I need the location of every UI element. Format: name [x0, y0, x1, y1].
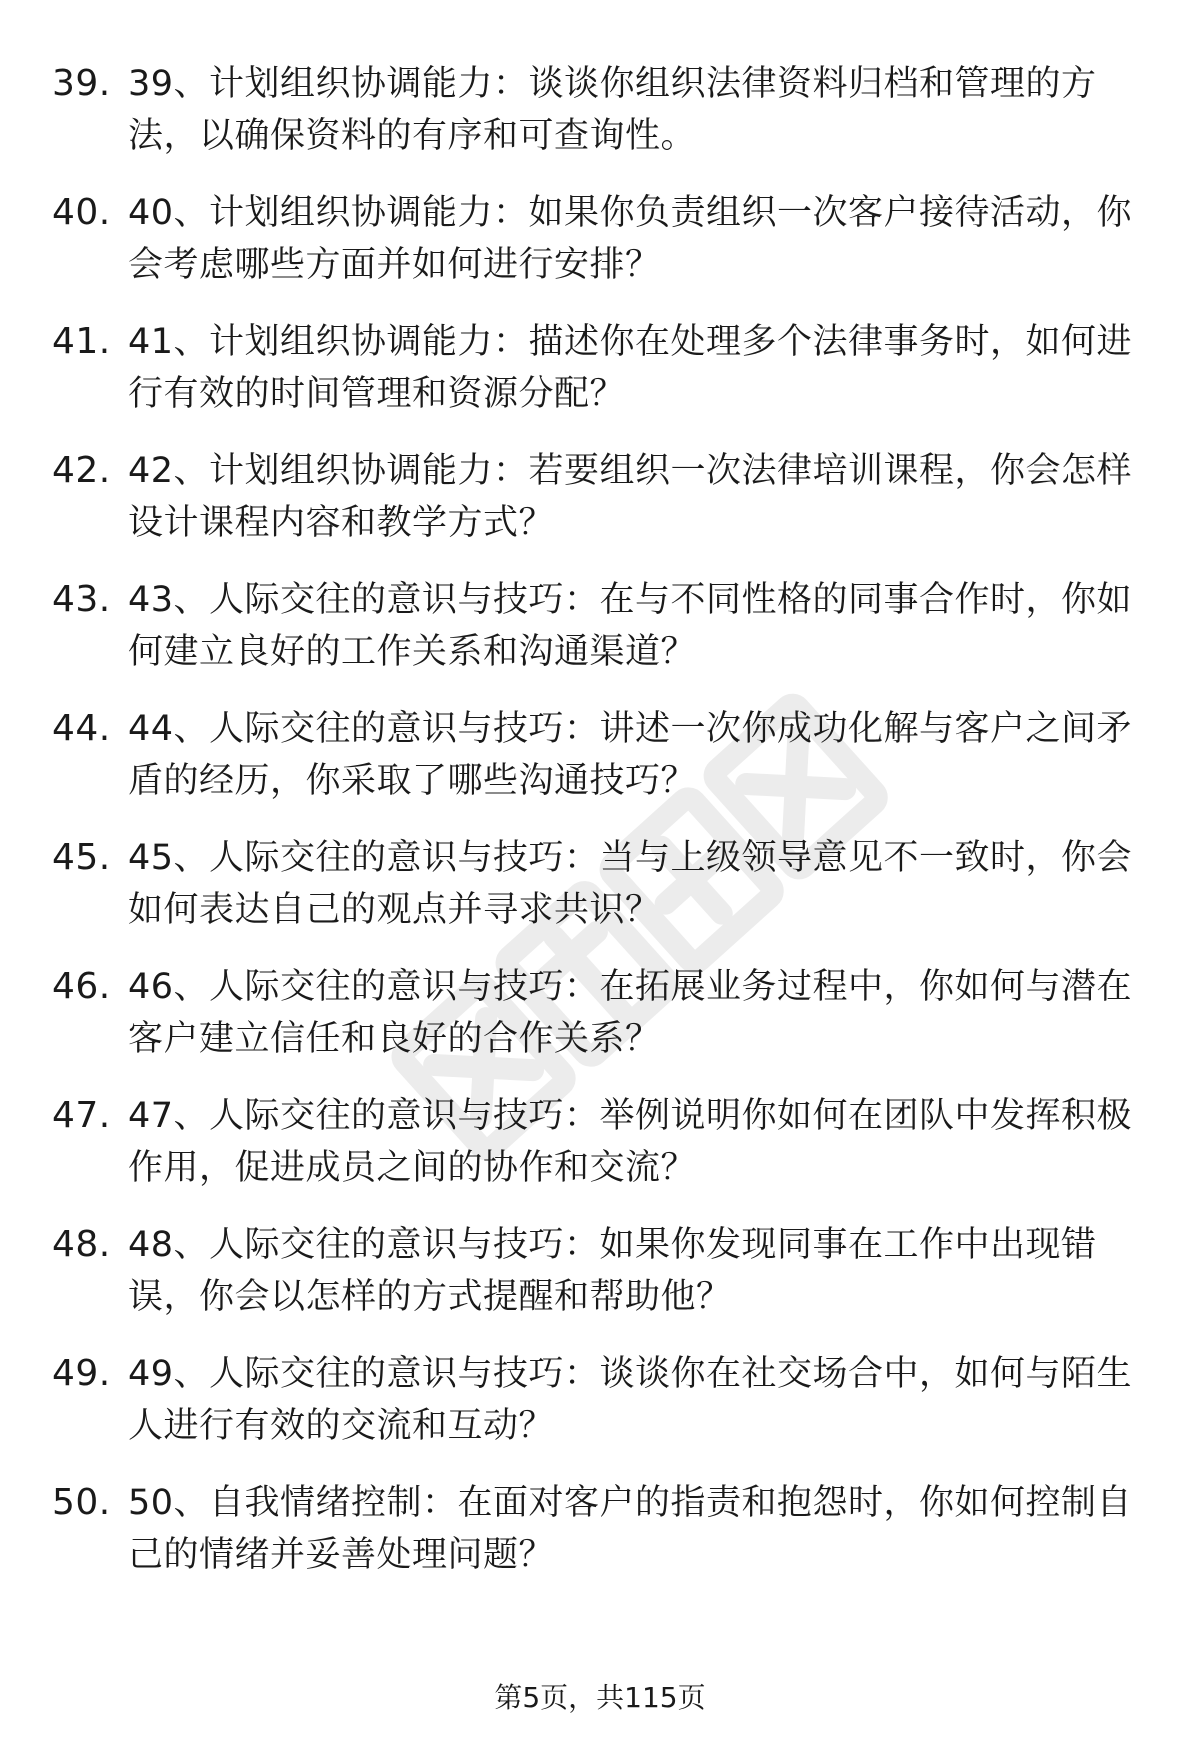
- list-item: [0, 832, 1200, 961]
- question-number: 48.: [52, 1224, 111, 1265]
- question-text: 45、人际交往的意识与技巧：当与上级领导意见不一致时，你会如何表达自己的观点并寻求共识？: [128, 838, 1133, 930]
- question-number: 41.: [52, 321, 111, 362]
- list-item: [0, 58, 1200, 187]
- list-item: [0, 445, 1200, 574]
- list-item: [0, 1477, 1200, 1606]
- question-number: 39.: [52, 63, 111, 104]
- question-text: 40、计划组织协调能力：如果你负责组织一次客户接待活动，你会考虑哪些方面并如何进行安排？: [128, 193, 1133, 285]
- list-item: [0, 1090, 1200, 1219]
- list-item: [0, 1348, 1200, 1477]
- question-number: 43.: [52, 579, 111, 620]
- question-text: 43、人际交往的意识与技巧：在与不同性格的同事合作时，你如何建立良好的工作关系和沟通渠道？: [128, 580, 1133, 672]
- question-text: 47、人际交往的意识与技巧：举例说明你如何在团队中发挥积极作用，促进成员之间的协作和交流？: [128, 1096, 1133, 1188]
- list-item: [0, 187, 1200, 316]
- question-text: 49、人际交往的意识与技巧：谈谈你在社交场合中，如何与陌生人进行有效的交流和互动？: [128, 1354, 1133, 1446]
- list-item: [0, 574, 1200, 703]
- question-text: 39、计划组织协调能力：谈谈你组织法律资料归档和管理的方法，以确保资料的有序和可查询性。: [128, 64, 1097, 156]
- question-list: [0, 58, 1200, 1606]
- question-number: 47.: [52, 1095, 111, 1136]
- question-text: 44、人际交往的意识与技巧：讲述一次你成功化解与客户之间矛盾的经历，你采取了哪些沟通技巧？: [128, 709, 1133, 801]
- question-text: 50、自我情绪控制：在面对客户的指责和抱怨时，你如何控制自己的情绪并妥善处理问题？: [128, 1483, 1133, 1575]
- page-footer: 第5页，共115页: [494, 1681, 706, 1714]
- question-number: 46.: [52, 966, 111, 1007]
- question-text: 46、人际交往的意识与技巧：在拓展业务过程中，你如何与潜在客户建立信任和良好的合作关系？: [128, 967, 1133, 1059]
- question-number: 45.: [52, 837, 111, 878]
- question-text: 42、计划组织协调能力：若要组织一次法律培训课程，你会怎样设计课程内容和教学方式？: [128, 451, 1133, 543]
- question-number: 42.: [52, 450, 111, 491]
- list-item: [0, 961, 1200, 1090]
- question-number: 49.: [52, 1353, 111, 1394]
- question-number: 50.: [52, 1482, 111, 1523]
- question-text: 41、计划组织协调能力：描述你在处理多个法律事务时，如何进行有效的时间管理和资源分配？: [128, 322, 1133, 414]
- list-item: [0, 703, 1200, 832]
- list-item: [0, 1219, 1200, 1348]
- list-item: [0, 316, 1200, 445]
- question-text: 48、人际交往的意识与技巧：如果你发现同事在工作中出现错误，你会以怎样的方式提醒和帮助他？: [128, 1225, 1097, 1317]
- question-number: 44.: [52, 708, 111, 749]
- question-number: 40.: [52, 192, 111, 233]
